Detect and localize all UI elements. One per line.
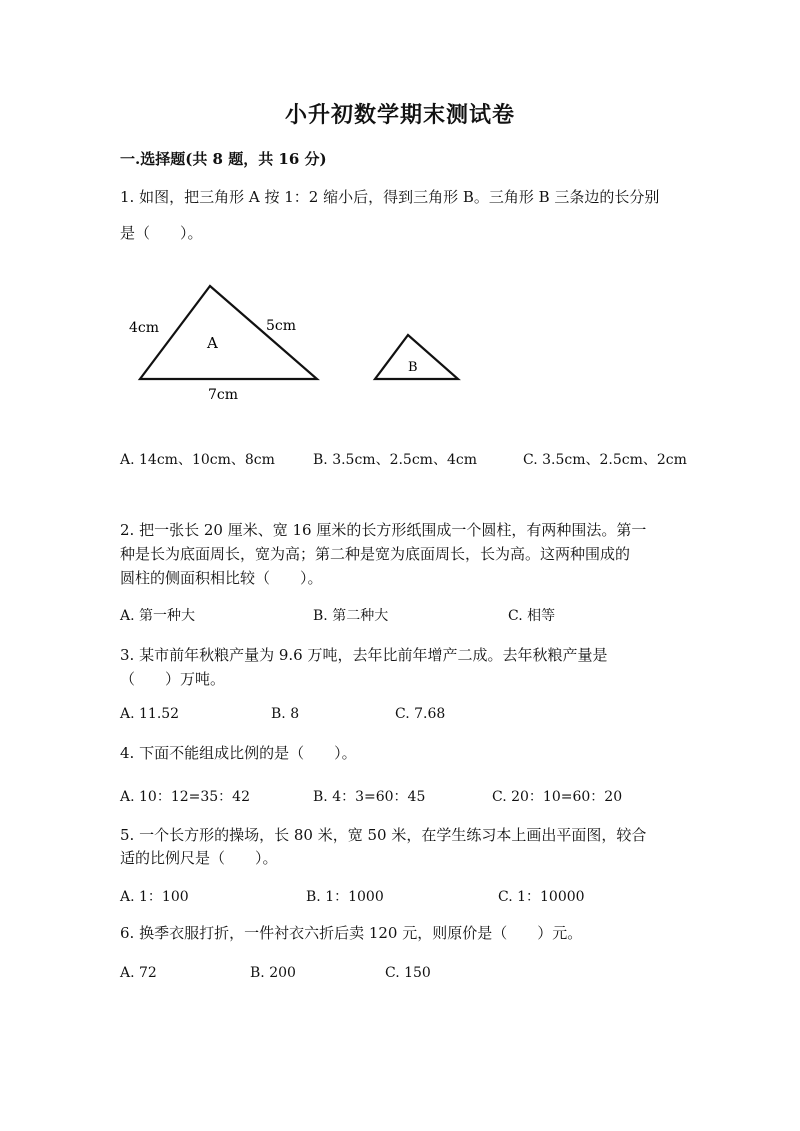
question-3-option-c[interactable]: C. 7.68 <box>395 706 446 722</box>
triangle-a-side-bottom: 7cm <box>208 387 239 403</box>
question-2-line-3: 圆柱的侧面积相比较（ ）。 <box>120 569 323 587</box>
question-2-option-a[interactable]: A. 第一种大 <box>120 608 196 624</box>
question-3-option-b[interactable]: B. 8 <box>271 706 300 722</box>
question-6-option-b[interactable]: B. 200 <box>250 965 296 981</box>
question-5-option-b[interactable]: B. 1：1000 <box>306 889 384 905</box>
question-3-line-2: （ ）万吨。 <box>120 670 226 688</box>
triangle-a-label: A <box>207 334 218 352</box>
question-6-line-1: 6. 换季衣服打折，一件衬衣六折后卖 120 元，则原价是（ ）元。 <box>120 924 583 942</box>
question-2-option-b[interactable]: B. 第二种大 <box>313 608 389 624</box>
question-4-option-c[interactable]: C. 20：10=60：20 <box>492 789 623 805</box>
triangle-a-side-left: 4cm <box>129 320 160 336</box>
triangle-a-side-right: 5cm <box>266 318 297 334</box>
question-1-option-c[interactable]: C. 3.5cm、2.5cm、2cm <box>523 452 687 468</box>
triangle-b-label: B <box>408 360 418 375</box>
question-1-option-b[interactable]: B. 3.5cm、2.5cm、4cm <box>313 452 477 468</box>
question-1-option-a[interactable]: A. 14cm、10cm、8cm <box>120 452 275 468</box>
question-3-option-a[interactable]: A. 11.52 <box>120 706 180 722</box>
triangle-figure <box>120 275 480 410</box>
question-1-line-1: 1. 如图，把三角形 A 按 1：2 缩小后，得到三角形 B。三角形 B 三条边的长分别 <box>120 188 660 206</box>
question-1-line-2: 是（ ）。 <box>120 224 203 242</box>
question-2-option-c[interactable]: C. 相等 <box>508 608 556 624</box>
question-4-option-a[interactable]: A. 10：12=35：42 <box>120 789 250 805</box>
page-title: 小升初数学期末测试卷 <box>284 102 515 128</box>
question-2-line-1: 2. 把一张长 20 厘米、宽 16 厘米的长方形纸围成一个圆柱，有两种围法。第一 <box>120 521 647 539</box>
question-2-line-2: 种是长为底面周长，宽为高；第二种是宽为底面周长，长为高。这两种围成的 <box>120 545 631 563</box>
question-4-line-1: 4. 下面不能组成比例的是（ ）。 <box>120 744 357 762</box>
question-6-option-a[interactable]: A. 72 <box>120 965 157 981</box>
question-3-line-1: 3. 某市前年秋粮产量为 9.6 万吨，去年比前年增产二成。去年秋粮产量是 <box>120 646 608 664</box>
question-5-line-2: 适的比例尺是（ ）。 <box>120 849 278 867</box>
question-5-line-1: 5. 一个长方形的操场，长 80 米，宽 50 米，在学生练习本上画出平面图，较合 <box>120 826 647 844</box>
section-heading: 一.选择题(共 8 题，共 16 分) <box>120 150 327 168</box>
question-5-option-a[interactable]: A. 1：100 <box>120 889 189 905</box>
question-6-option-c[interactable]: C. 150 <box>385 965 431 981</box>
question-5-option-c[interactable]: C. 1：10000 <box>498 889 585 905</box>
question-4-option-b[interactable]: B. 4：3=60：45 <box>313 789 426 805</box>
